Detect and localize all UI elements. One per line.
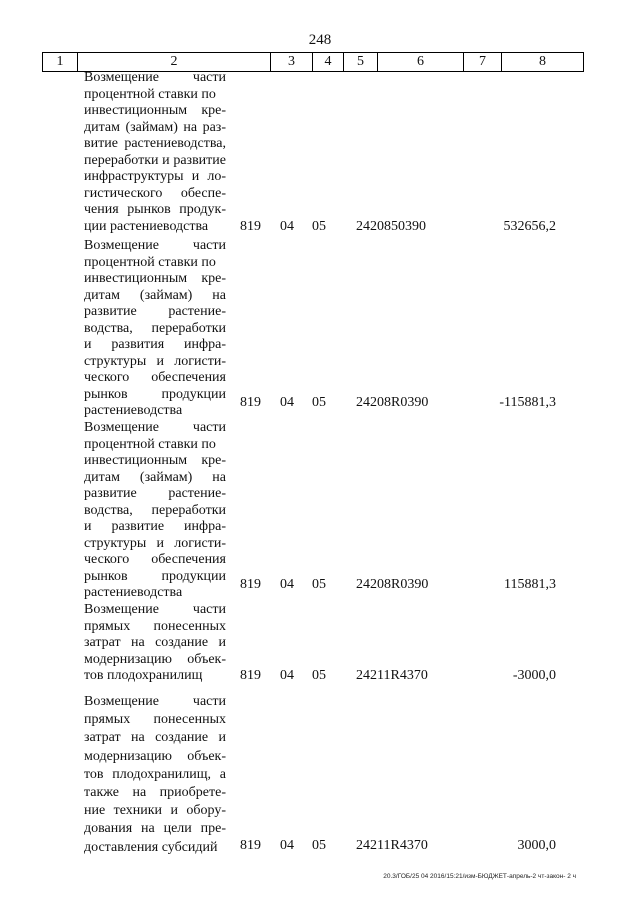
description-line: рынков продукции xyxy=(84,568,226,584)
cell-col5: 05 xyxy=(312,838,326,853)
cell-col3: 819 xyxy=(240,838,261,853)
cell-col8: -115881,3 xyxy=(499,395,556,410)
description-line: структуры и логисти- xyxy=(84,535,226,551)
cell-col4: 04 xyxy=(280,668,294,683)
column-header-3: 3 xyxy=(270,53,312,71)
cell-col5: 05 xyxy=(312,668,326,683)
cell-col4: 04 xyxy=(280,838,294,853)
row-description xyxy=(84,420,226,602)
description-line: чения рынков продук- xyxy=(84,202,226,217)
column-header-7: 7 xyxy=(463,53,501,71)
description-line: тов плодохранилищ, а xyxy=(84,766,226,782)
column-header-6: 6 xyxy=(377,53,463,71)
description-line: процентной ставки по xyxy=(84,254,216,270)
cell-col4: 04 xyxy=(280,577,294,592)
description-line: затрат на создание и xyxy=(84,730,226,746)
description-line: Возмещение части xyxy=(84,70,226,85)
description-line: инвестиционным кре- xyxy=(84,271,226,286)
description-line: тов плодохранилищ xyxy=(84,668,203,683)
column-header-1: 1 xyxy=(42,53,77,71)
cell-col6: 2420850390 xyxy=(356,218,426,234)
cell-col4: 04 xyxy=(280,395,294,410)
cell-col8: 115881,3 xyxy=(504,577,556,592)
description-line: дитам (займам) на xyxy=(84,287,226,303)
cell-col5: 05 xyxy=(312,218,326,234)
cell-col6: 24211R4370 xyxy=(356,668,428,683)
cell-col6: 24208R0390 xyxy=(356,577,429,592)
column-header-8: 8 xyxy=(501,53,584,71)
row-description xyxy=(84,70,226,235)
description-line: модернизацию объек- xyxy=(84,651,226,667)
description-line: дитам (займам) на раз- xyxy=(84,119,226,135)
description-line: прямых понесенных xyxy=(84,712,226,728)
description-line: дитам (займам) на xyxy=(84,469,226,485)
description-line: растениеводства xyxy=(84,585,183,600)
description-line: инфраструктуры и ло- xyxy=(84,169,226,184)
column-header-2: 2 xyxy=(77,53,270,71)
description-line: доставления субсидий xyxy=(84,839,218,855)
description-line: развитие растение- xyxy=(84,486,226,501)
description-line: растениеводства xyxy=(84,403,183,418)
description-line: структуры и логисти- xyxy=(84,353,226,369)
description-line: водства, переработки xyxy=(84,320,226,336)
description-line: прямых понесенных xyxy=(84,618,226,634)
description-line: рынков продукции xyxy=(84,386,226,402)
cell-col5: 05 xyxy=(312,395,326,410)
description-line: модернизацию объек- xyxy=(84,748,226,764)
description-line: инвестиционным кре- xyxy=(84,453,226,468)
column-header-5: 5 xyxy=(343,53,377,71)
description-line: дования на цели пре- xyxy=(84,821,226,837)
description-line: ческого обеспечения xyxy=(84,552,226,567)
row-description xyxy=(84,693,226,857)
description-line: Возмещение части xyxy=(84,694,226,709)
description-line: развитие растение- xyxy=(84,304,226,319)
description-line: Возмещение части xyxy=(84,602,226,617)
description-line: затрат на создание и xyxy=(84,635,226,650)
cell-col3: 819 xyxy=(240,218,261,234)
description-line: и развития инфра- xyxy=(84,337,226,352)
row-description xyxy=(84,238,226,420)
description-line: ции растениеводства xyxy=(84,218,209,234)
description-line: процентной ставки по xyxy=(84,86,216,102)
cell-col6: 24211R4370 xyxy=(356,838,428,853)
description-line: и развитие инфра- xyxy=(84,519,226,534)
description-line: гистического обеспе- xyxy=(84,185,226,201)
description-line: Возмещение части xyxy=(84,420,226,435)
cell-col8: -3000,0 xyxy=(512,668,556,683)
description-line: инвестиционным кре- xyxy=(84,103,226,118)
cell-col3: 819 xyxy=(240,577,261,592)
description-line: процентной ставки по xyxy=(84,436,216,452)
description-line: также на приобрете- xyxy=(84,785,226,801)
description-line: ние техники и обору- xyxy=(84,803,226,819)
page-number: 248 xyxy=(308,32,332,48)
document-footer: 20.3/ГОБ/25 04 2016/15:21/изм-БЮДЖЕТ-апрель-2 чт-закон- 2 ч xyxy=(383,873,576,880)
description-line: водства, переработки xyxy=(84,502,226,518)
cell-col8: 3000,0 xyxy=(517,838,556,853)
description-line: переработки и развитие xyxy=(84,152,226,168)
cell-col8: 532656,2 xyxy=(503,218,556,234)
cell-col3: 819 xyxy=(240,668,261,683)
column-header-4: 4 xyxy=(312,53,343,71)
table-header-row xyxy=(42,52,584,72)
cell-col5: 05 xyxy=(312,577,326,592)
cell-col4: 04 xyxy=(280,218,294,234)
description-line: ческого обеспечения xyxy=(84,370,226,385)
description-line: Возмещение части xyxy=(84,238,226,253)
description-line: витие растениеводства, xyxy=(84,136,226,151)
cell-col6: 24208R0390 xyxy=(356,395,429,410)
cell-col3: 819 xyxy=(240,395,261,410)
row-description xyxy=(84,602,226,685)
